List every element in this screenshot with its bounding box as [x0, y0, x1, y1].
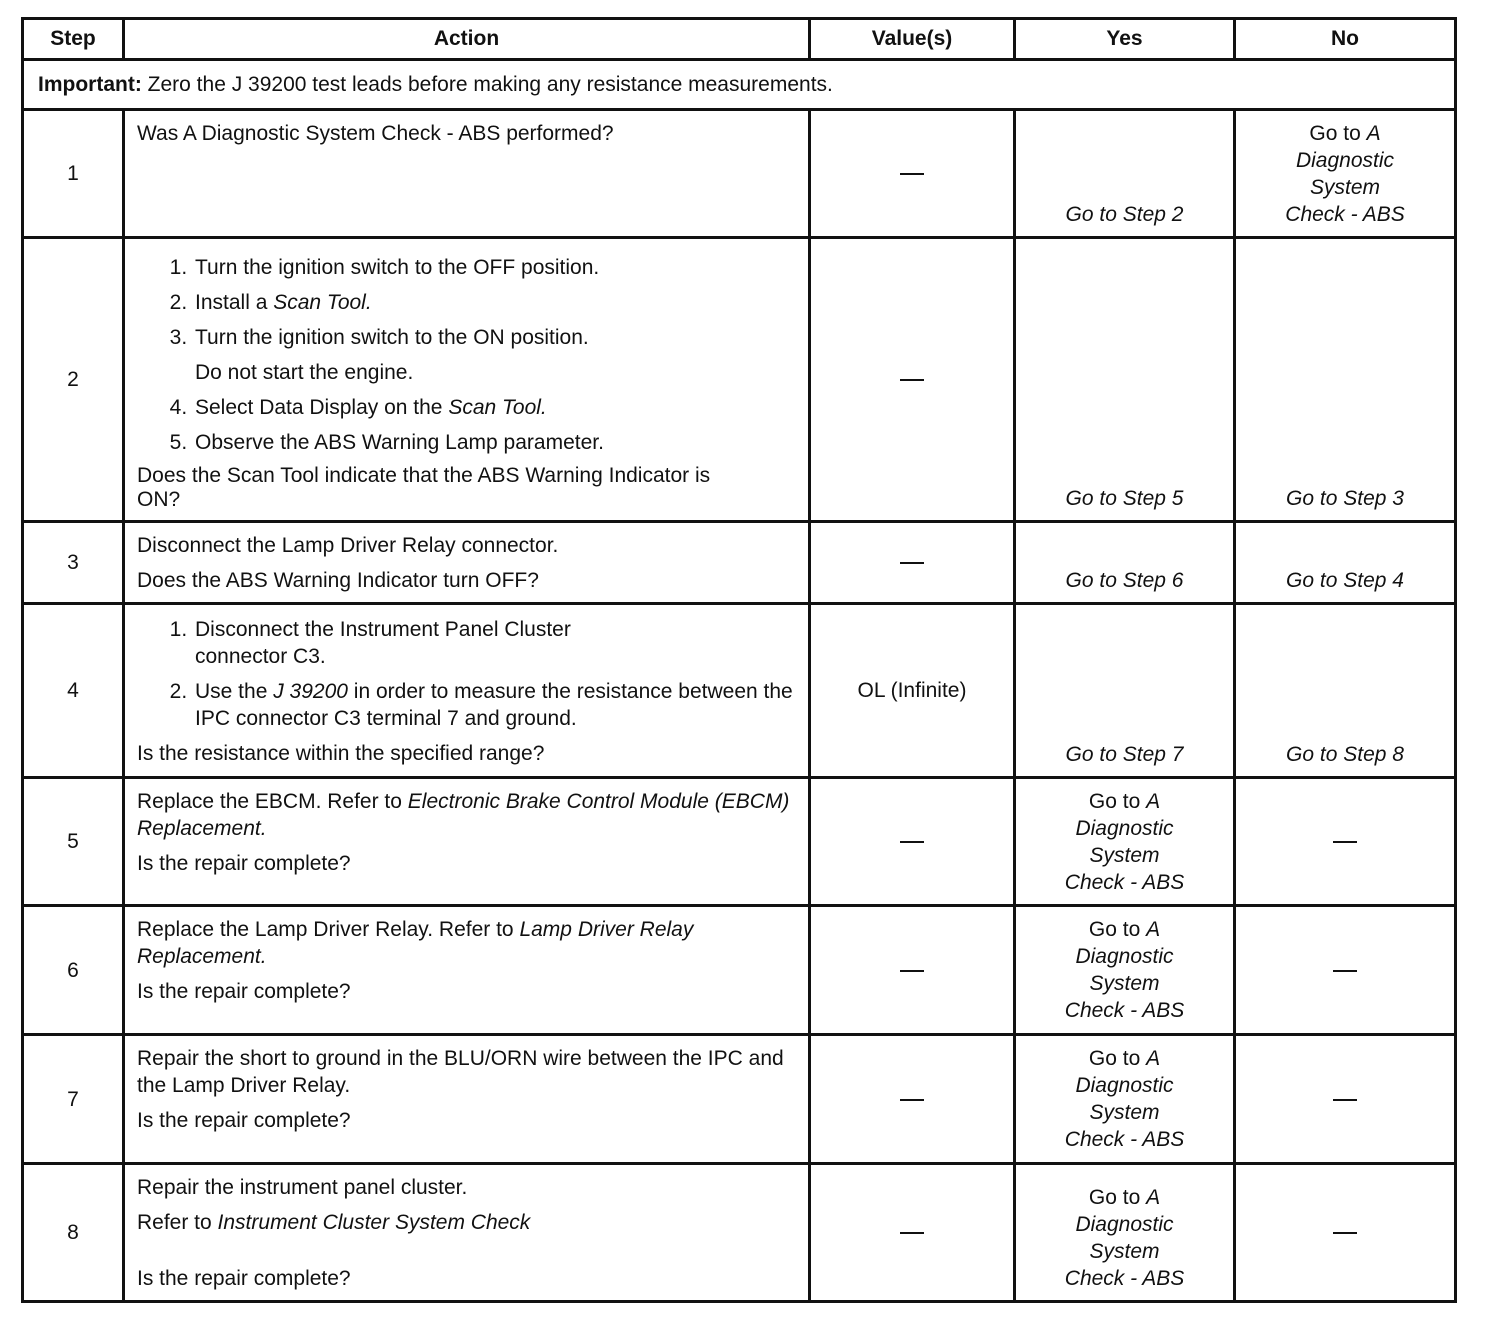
list-item: 1. Disconnect the Instrument Panel Cluster connector C3.: [193, 616, 665, 670]
goto-text: Go to: [1088, 1186, 1147, 1209]
no-cell: [1235, 1035, 1456, 1164]
value-cell: [810, 1164, 1015, 1302]
yes-cell: [1015, 1035, 1235, 1164]
goto-ref: System: [1089, 1101, 1160, 1124]
action-question: Does the ABS Warning Indicator turn OFF?: [137, 569, 539, 592]
no-cell: Go to Step 4: [1235, 522, 1456, 604]
goto-ref: System: [1089, 1240, 1160, 1263]
goto-ref: Diagnostic: [1075, 1074, 1174, 1097]
action-text: Repair the instrument panel cluster.: [137, 1176, 468, 1199]
header-no: No: [1235, 19, 1456, 60]
action-cell: [124, 1164, 810, 1302]
no-cell: [1235, 1164, 1456, 1302]
goto-text: Go to: [1088, 1047, 1147, 1070]
item-ref: Scan Tool.: [273, 291, 372, 314]
table-row: [23, 110, 1456, 238]
item-text: Select Data Display on the: [195, 396, 449, 419]
goto-text: Go to: [1088, 918, 1147, 941]
list-item: [193, 678, 800, 732]
value-cell: [810, 238, 1015, 522]
goto-text: Go to: [1309, 122, 1367, 145]
goto-ref: Diagnostic: [1295, 149, 1395, 172]
no-cell: [1235, 906, 1456, 1035]
item-ref: J 39200: [273, 680, 348, 703]
value-dash: [900, 562, 924, 564]
value-cell: [810, 1035, 1015, 1164]
header-yes: Yes: [1015, 19, 1235, 60]
action-steps: [137, 616, 800, 732]
header-values: Value(s): [810, 19, 1015, 60]
step-number: 2: [23, 238, 124, 522]
yes-cell: [1015, 1164, 1235, 1302]
yes-cell: Go to Step 7: [1015, 604, 1235, 778]
goto-ref: Check - ABS: [1285, 203, 1405, 226]
value-dash: [900, 379, 924, 381]
yes-cell: Go to Step 5: [1015, 238, 1235, 522]
action-reference: Instrument Cluster System Check: [217, 1211, 531, 1234]
action-question: Is the repair complete?: [137, 1267, 351, 1290]
step-number: 4: [23, 604, 124, 778]
value-dash: [900, 1099, 924, 1101]
no-cell: [1235, 110, 1456, 238]
no-cell: Go to Step 3: [1235, 238, 1456, 522]
table-row: [23, 604, 1456, 778]
value-cell: [810, 906, 1015, 1035]
goto-ref: Diagnostic: [1075, 945, 1174, 968]
action-question: Is the repair complete?: [137, 852, 351, 875]
list-item: [193, 394, 800, 421]
list-item: 1. Turn the ignition switch to the OFF position.: [193, 254, 800, 281]
action-question: Is the repair complete?: [137, 1109, 351, 1132]
value-cell: OL (Infinite): [810, 604, 1015, 778]
action-cell: [124, 604, 810, 778]
important-label: Important:: [38, 73, 142, 96]
goto-ref: Check - ABS: [1064, 999, 1185, 1022]
action-question: Was A Diagnostic System Check - ABS performed?: [137, 122, 614, 145]
goto-ref: System: [1309, 176, 1380, 199]
goto-text: Go to: [1088, 790, 1147, 813]
goto-ref: System: [1089, 972, 1160, 995]
table-row: [23, 1164, 1456, 1302]
important-row: [23, 60, 1456, 110]
action-question: Is the repair complete?: [137, 980, 351, 1003]
diagnostic-table: [21, 17, 1457, 1303]
goto-ref: A: [1366, 122, 1381, 145]
header-step: Step: [23, 19, 124, 60]
action-instruction: Replace the Lamp Driver Relay. Refer to: [137, 918, 520, 941]
action-steps: [137, 254, 800, 456]
goto-ref: Diagnostic: [1075, 1213, 1174, 1236]
table-row: [23, 238, 1456, 522]
header-action: Action: [124, 19, 810, 60]
step-number: 1: [23, 110, 124, 238]
yes-cell: [1015, 906, 1235, 1035]
step-number: 3: [23, 522, 124, 604]
action-cell: [124, 110, 810, 238]
value-cell: [810, 778, 1015, 906]
action-cell: [124, 906, 810, 1035]
goto-ref: Check - ABS: [1064, 1128, 1185, 1151]
value-cell: [810, 522, 1015, 604]
yes-cell: Go to Step 6: [1015, 522, 1235, 604]
action-text: [137, 788, 800, 842]
action-cell: [124, 778, 810, 906]
no-dash: [1333, 1232, 1357, 1234]
goto-ref: System: [1089, 844, 1160, 867]
goto-ref: Check - ABS: [1064, 1267, 1185, 1290]
value-dash: [900, 970, 924, 972]
table-row: [23, 1035, 1456, 1164]
goto-ref: A: [1146, 1186, 1161, 1209]
action-reference: Electronic Brake Control Module (EBCM) Replacement.: [137, 790, 790, 840]
table-row: [23, 522, 1456, 604]
goto-ref: Check - ABS: [1064, 871, 1185, 894]
goto-ref: A: [1146, 790, 1161, 813]
table-row: [23, 906, 1456, 1035]
action-question: Is the resistance within the specified range?: [137, 742, 545, 765]
action-cell: [124, 522, 810, 604]
action-text: [137, 1209, 800, 1236]
item-text: Do not start the engine.: [195, 361, 414, 384]
item-text: Use the: [195, 680, 274, 703]
action-cell: [124, 238, 810, 522]
item-text: in order to measure the resistance between the IPC connector C3 terminal 7 and ground.: [195, 680, 793, 730]
important-note: [23, 60, 1456, 110]
no-cell: Go to Step 8: [1235, 604, 1456, 778]
item-ref: Scan Tool.: [448, 396, 547, 419]
list-item: 5. Observe the ABS Warning Lamp parameter.: [193, 429, 800, 456]
action-text: [137, 916, 800, 970]
table-row: [23, 778, 1456, 906]
yes-cell: [1015, 778, 1235, 906]
important-text: Zero the J 39200 test leads before making any resistance measurements.: [141, 73, 833, 96]
goto-ref: Diagnostic: [1075, 817, 1174, 840]
header-row: [23, 19, 1456, 60]
value-dash: [900, 1232, 924, 1234]
action-instruction: Replace the EBCM. Refer to: [137, 790, 408, 813]
goto-ref: A: [1146, 918, 1161, 941]
item-text: Install a: [195, 291, 274, 314]
item-text: Turn the ignition switch to the ON position.: [195, 326, 589, 349]
action-reference: Lamp Driver Relay Replacement.: [137, 918, 694, 968]
list-item: [193, 324, 800, 386]
action-cell: [124, 1035, 810, 1164]
step-number: 7: [23, 1035, 124, 1164]
no-dash: [1333, 841, 1357, 843]
value-dash: [900, 173, 924, 175]
no-dash: [1333, 970, 1357, 972]
action-text: Repair the short to ground in the BLU/ORN wire between the IPC and the Lamp Driver Relay.: [137, 1047, 784, 1097]
action-text: Disconnect the Lamp Driver Relay connector.: [137, 534, 559, 557]
action-question: Does the Scan Tool indicate that the ABS Warning Indicator is ON?: [137, 464, 711, 511]
yes-cell: Go to Step 2: [1015, 110, 1235, 238]
value-dash: [900, 841, 924, 843]
list-item: [193, 289, 800, 316]
no-dash: [1333, 1099, 1357, 1101]
step-number: 8: [23, 1164, 124, 1302]
step-number: 5: [23, 778, 124, 906]
value-cell: [810, 110, 1015, 238]
action-instruction: Refer to: [137, 1211, 218, 1234]
no-cell: [1235, 778, 1456, 906]
goto-ref: A: [1146, 1047, 1161, 1070]
step-number: 6: [23, 906, 124, 1035]
